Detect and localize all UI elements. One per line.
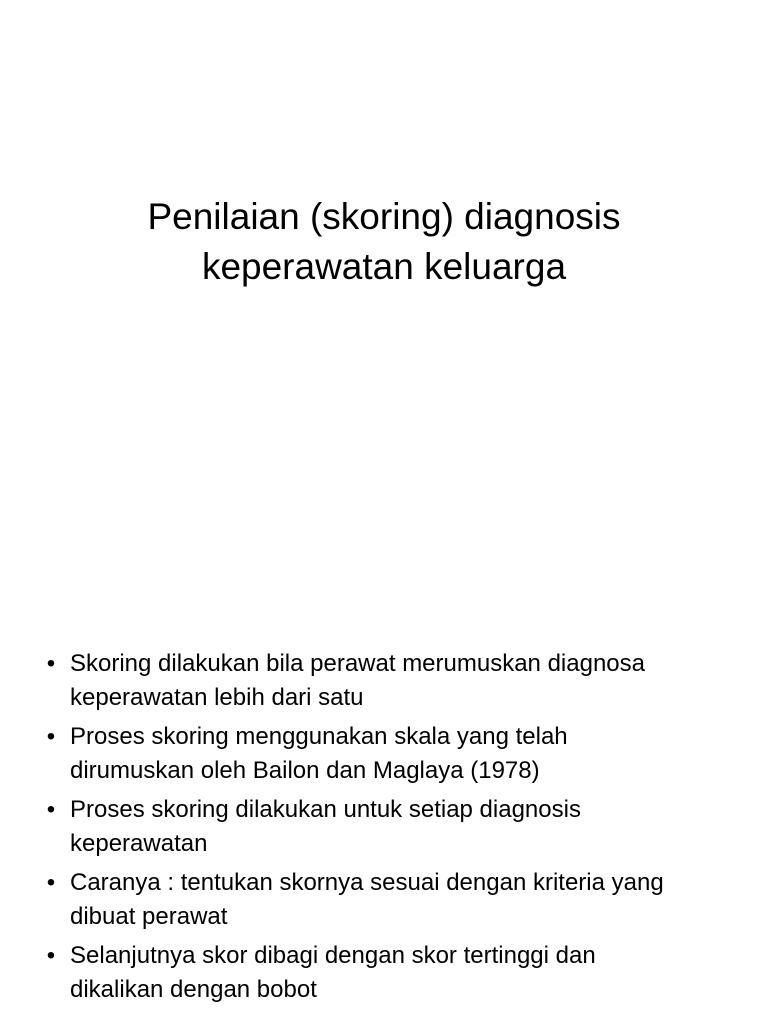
- bullet-dot-icon: •: [46, 650, 56, 677]
- bullet-item: [44, 647, 724, 715]
- bullet-item: [44, 720, 724, 788]
- bullet-dot-icon: •: [46, 796, 56, 823]
- bullet-text-line-2: keperawatan lebih dari satu: [70, 684, 364, 711]
- bullet-text-line-1: Proses skoring dilakukan untuk setiap diagnosis: [70, 796, 581, 823]
- bullet-list: [44, 647, 724, 1012]
- bullet-item: [44, 939, 724, 1007]
- bullet-dot-icon: •: [46, 723, 56, 750]
- bullet-text-line-1: Proses skoring menggunakan skala yang telah: [70, 723, 568, 750]
- slide-title-line-2: keperawatan keluarga: [201, 246, 567, 287]
- bullet-item: [44, 793, 724, 861]
- bullet-text-line-2: dibuat perawat: [70, 903, 228, 930]
- bullet-text-line-2: dirumuskan oleh Bailon dan Maglaya (1978): [70, 757, 540, 784]
- slide-title-line-1: Penilaian (skoring) diagnosis: [147, 196, 621, 237]
- bullet-dot-icon: •: [46, 942, 56, 969]
- bullet-dot-icon: •: [46, 869, 56, 896]
- bullet-text-line-2: keperawatan: [70, 830, 208, 857]
- bullet-text-line-1: Caranya : tentukan skornya sesuai dengan kriteria yang: [70, 869, 664, 896]
- slide-title: [40, 192, 728, 292]
- bullet-text-line-2: dikalikan dengan bobot: [70, 976, 317, 1003]
- bullet-text-line-1: Selanjutnya skor dibagi dengan skor tertinggi dan: [70, 942, 596, 969]
- bullet-text-line-1: Skoring dilakukan bila perawat merumuskan diagnosa: [70, 650, 645, 677]
- bullet-item: [44, 866, 724, 934]
